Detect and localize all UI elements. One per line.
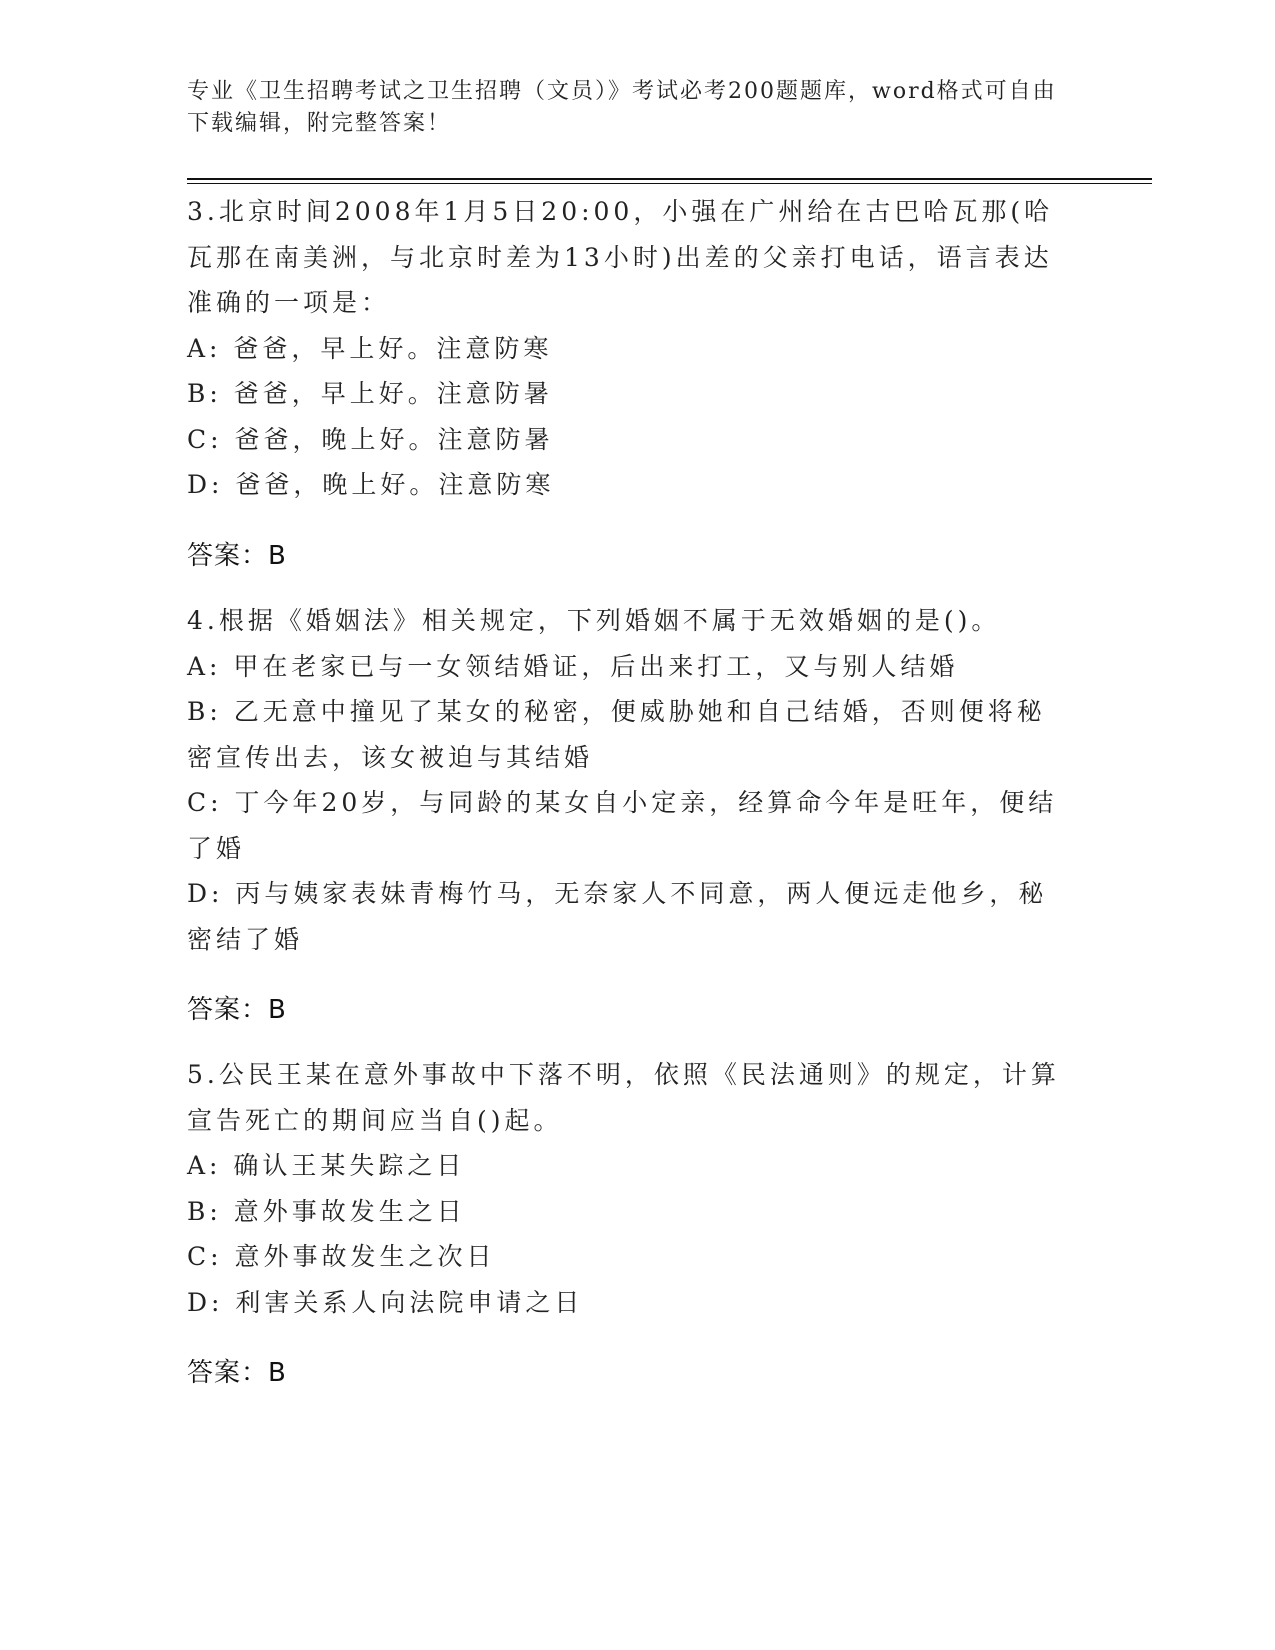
option-c: C: 意外事故发生之次日 (187, 1242, 496, 1271)
option-b: B: 乙无意中撞见了某女的秘密，便威胁她和自己结婚，否则便将秘密宣传出去，该女被迫与其结婚 (187, 697, 1046, 772)
header-divider-thick (187, 178, 1152, 180)
question-stem: 4.根据《婚姻法》相关规定，下列婚姻不属于无效婚姻的是()。 (187, 606, 1001, 635)
option-b: B: 爸爸，早上好。注意防暑 (187, 379, 553, 408)
answer-label: 答案： (187, 1358, 269, 1388)
question-5 (187, 1052, 1067, 1423)
answer-line (187, 534, 1067, 580)
question-stem: 5.公民王某在意外事故中下落不明，依照《民法通则》的规定，计算宣告死亡的期间应当自()起。 (187, 1060, 1060, 1135)
answer-value: B (268, 1358, 287, 1388)
answer-line (187, 1351, 1067, 1397)
answer-label: 答案： (187, 540, 269, 571)
question-3 (187, 189, 1067, 605)
header-divider-thin (187, 183, 1152, 184)
option-d: D: 爸爸，晚上好。注意防寒 (187, 470, 555, 499)
answer-value: B (268, 540, 287, 571)
document-header: 专业《卫生招聘考试之卫生招聘（文员）》考试必考200题题库，word格式可自由下载编辑，附完整答案！ (187, 79, 1057, 136)
answer-value: B (268, 995, 287, 1025)
option-a: A: 爸爸，早上好。注意防寒 (187, 333, 553, 363)
question-4 (187, 598, 1067, 1060)
option-c: C: 丁今年20岁，与同龄的某女自小定亲，经算命今年是旺年，便结了婚 (187, 788, 1058, 863)
option-c: C: 爸爸，晚上好。注意防暑 (187, 424, 554, 454)
answer-label: 答案： (187, 995, 269, 1025)
option-a: A: 甲在老家已与一女领结婚证，后出来打工，又与别人结婚 (187, 651, 959, 681)
option-b: B: 意外事故发生之日 (187, 1196, 466, 1226)
option-a: A: 确认王某失踪之日 (187, 1151, 466, 1180)
answer-line (187, 988, 1067, 1034)
option-d: D: 利害关系人向法院申请之日 (187, 1287, 584, 1317)
option-d: D: 丙与姨家表妹青梅竹马，无奈家人不同意，两人便远走他乡，秘密结了婚 (187, 879, 1048, 954)
question-stem: 3.北京时间2008年1月5日20:00，小强在广州给在古巴哈瓦那(哈瓦那在南美洲，与北京时差为13小时)出差的父亲打电话，语言表达准确的一项是： (187, 197, 1054, 317)
